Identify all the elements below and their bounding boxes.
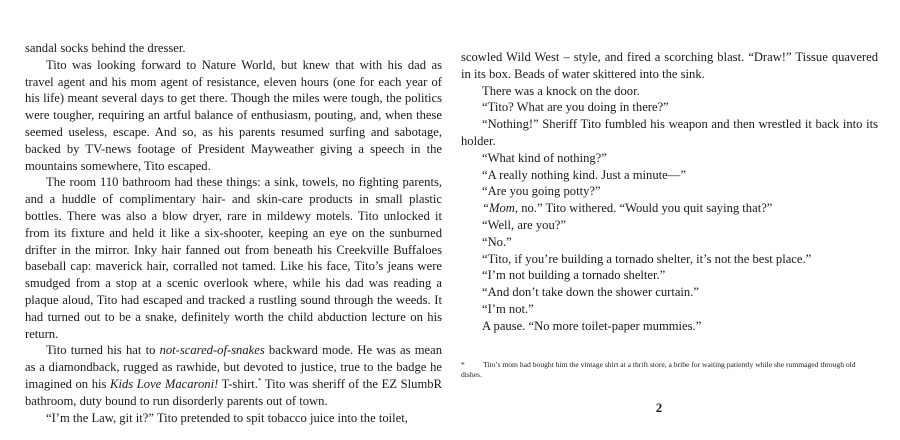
emphasis: Kids Love Macaroni!	[110, 376, 219, 391]
right-column	[461, 49, 878, 335]
emphasis: “Mom,	[482, 201, 519, 216]
paragraph: “Tito, if you’re building a tornado shelter, it’s not the best place.”	[482, 251, 812, 266]
footnote-reference: *	[257, 376, 262, 385]
footnote	[461, 360, 871, 380]
left-column	[25, 40, 442, 426]
text-run: no.” Tito withered. “Would you quit saying that?”	[518, 201, 773, 216]
paragraph: “I’m not.”	[482, 301, 534, 316]
paragraph: “Tito? What are you doing in there?”	[482, 100, 669, 115]
paragraph: “Nothing!” Sheriff Tito fumbled his weapon and then wrestled it back into its holder.	[461, 117, 878, 148]
paragraph: “A really nothing kind. Just a minute—”	[482, 167, 686, 182]
footnote-text: Tito’s mom had bought him the vintage shirt at a thrift store, a bribe for waiting patiently while she rummaged through old dishes.	[461, 360, 856, 379]
paragraph: “And don’t take down the shower curtain.”	[482, 285, 699, 300]
paragraph: scowled Wild West – style, and fired a scorching blast. “Draw!” Tissue quavered in its box. Beads of water skittered into the sink.	[461, 50, 878, 81]
text-run: backward mode. He was as mean as a diamondback, rugged as rawhide, but devoted to justice, true to the badge he imagined on his	[25, 343, 443, 391]
paragraph: “Are you going potty?”	[482, 184, 601, 199]
footnote-mark: *	[461, 360, 465, 369]
text-run: Tito was sheriff of the EZ SlumbR bathroom, duty bound to run disorderly parents out of town.	[25, 376, 442, 408]
paragraph: There was a knock on the door.	[482, 83, 640, 98]
paragraph: A pause. “No more toilet-paper mummies.”	[482, 318, 702, 333]
paragraph: “I’m the Law, git it?” Tito pretended to spit tobacco juice into the toilet,	[46, 410, 408, 425]
paragraph: Tito was looking forward to Nature World, but knew that with his dad as travel agent and his mom agent of resistance, eleven hours (one for each year of his life) meant several days to get there. Though the miles were tough, the politics were tougher, requiring an artful balance of enthusiasm, pouting, and, when these seemed useless, escape. And so, as his parents resumed surfing and sabotage, backed by TV-news footage of President Mayweather giving a speech in the mountains somewhere, Tito escaped.	[25, 57, 442, 173]
text-run: Tito turned his hat to	[46, 343, 160, 358]
paragraph	[25, 342, 442, 409]
paragraph: The room 110 bathroom had these things: a sink, towels, no fighting parents, and a huddle of complimentary hair- and skin-care products in small plastic bottles. There was also a blow dryer, rare in mildewy motels. Tito unlocked it from its fixture and held it like a six-shooter, keeping an eye on the sunburned drifter in the mirror. Inky hair fanned out from beneath his Creekville Buffaloes baseball cap: maverick hair, corralled not tamed. Like his face, Tito’s jeans were smudged from a stop at a scenic overlook where, while his dad was reading a plaque aloud, Tito had escaped and tracked a rustling sound through the weeds. It had turned out to be a snake, definitely worth the child abduction lecture on his return.	[25, 175, 442, 341]
emphasis: not-scared-of-snakes	[159, 343, 265, 358]
page-number: 2	[655, 400, 663, 415]
paragraph: “What kind of nothing?”	[482, 150, 607, 165]
paragraph: sandal socks behind the dresser.	[25, 41, 186, 55]
paragraph	[461, 200, 878, 217]
paragraph: “Well, are you?”	[482, 217, 566, 232]
paragraph: “No.”	[482, 234, 512, 249]
paragraph: “I’m not building a tornado shelter.”	[482, 268, 666, 283]
text-run: T-shirt.	[218, 376, 258, 391]
